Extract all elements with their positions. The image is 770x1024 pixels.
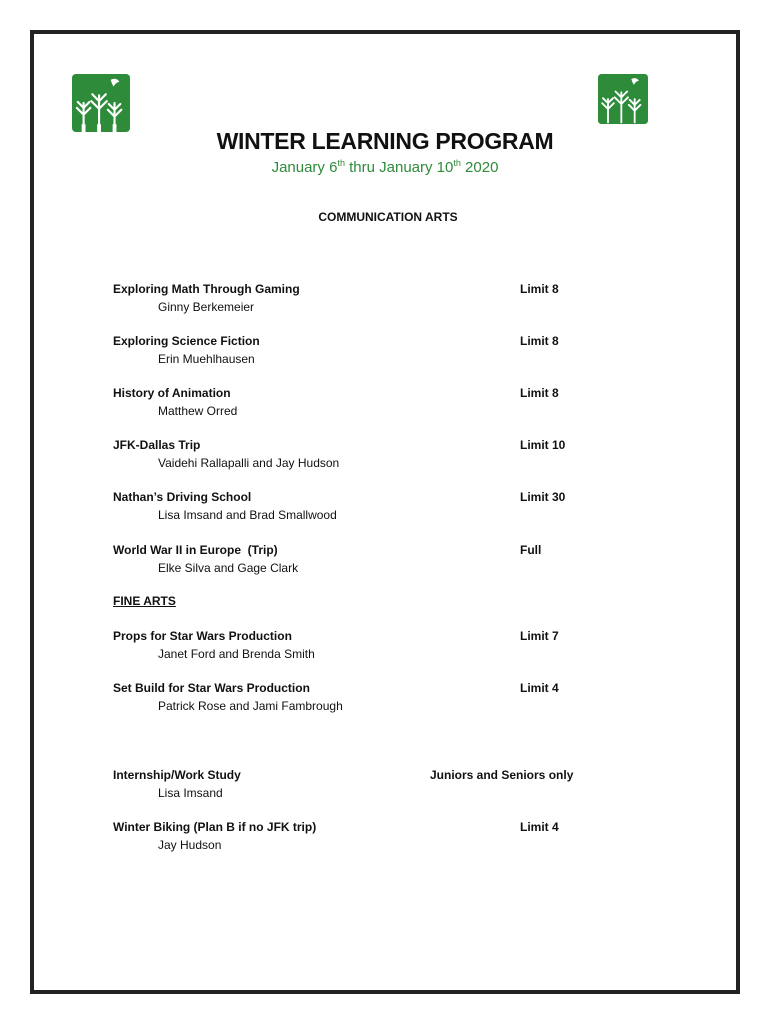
tree-logo-icon xyxy=(72,74,130,132)
course-teacher: Patrick Rose and Jami Fambrough xyxy=(158,699,343,713)
dates-sup-1: th xyxy=(337,158,345,168)
course-title: Nathan’s Driving School xyxy=(113,490,252,504)
program-dates xyxy=(0,158,770,176)
course-limit: Limit 10 xyxy=(520,438,566,452)
page-title: WINTER LEARNING PROGRAM xyxy=(216,128,554,154)
course-row xyxy=(113,490,673,530)
course-teacher: Erin Muehlhausen xyxy=(158,352,255,366)
course-title: Exploring Math Through Gaming xyxy=(113,282,300,296)
course-limit: Limit 30 xyxy=(520,490,566,504)
course-teacher: Elke Silva and Gage Clark xyxy=(158,561,299,575)
course-row xyxy=(113,282,673,322)
dates-start: January 6 xyxy=(271,159,338,176)
course-row xyxy=(113,681,673,721)
course-teacher: Ginny Berkemeier xyxy=(158,300,255,314)
course-title: JFK-Dallas Trip xyxy=(113,438,201,452)
course-teacher: Lisa Imsand and Brad Smallwood xyxy=(158,508,337,522)
dates-sup-2: th xyxy=(453,158,461,168)
course-limit: Limit 4 xyxy=(520,820,559,834)
course-limit: Limit 7 xyxy=(520,629,559,643)
dates-middle: thru January 10 xyxy=(344,159,454,176)
course-title: History of Animation xyxy=(113,386,231,400)
dates-year: 2020 xyxy=(460,159,499,176)
course-title: Props for Star Wars Production xyxy=(113,629,292,643)
course-title: Winter Biking (Plan B if no JFK trip) xyxy=(113,820,317,834)
course-row xyxy=(113,820,673,860)
course-limit: Full xyxy=(520,543,542,557)
course-title: Exploring Science Fiction xyxy=(113,334,260,348)
course-limit: Limit 8 xyxy=(520,282,559,296)
course-row xyxy=(113,543,673,583)
course-row xyxy=(113,386,673,426)
course-row xyxy=(113,629,673,669)
course-teacher: Vaidehi Rallapalli and Jay Hudson xyxy=(158,456,340,470)
course-teacher: Matthew Orred xyxy=(158,404,238,418)
course-teacher: Janet Ford and Brenda Smith xyxy=(158,647,315,661)
tree-logo-icon xyxy=(598,74,648,124)
section-heading-communication-arts: COMMUNICATION ARTS xyxy=(318,210,458,224)
course-title: World War II in Europe (Trip) xyxy=(113,543,278,557)
course-row xyxy=(113,334,673,374)
course-teacher: Lisa Imsand xyxy=(158,786,223,800)
course-limit: Juniors and Seniors only xyxy=(430,768,574,782)
course-title: Set Build for Star Wars Production xyxy=(113,681,310,695)
course-limit: Limit 4 xyxy=(520,681,559,695)
course-row xyxy=(113,438,673,478)
course-limit: Limit 8 xyxy=(520,334,559,348)
section-heading-fine-arts: FINE ARTS xyxy=(113,594,176,608)
course-row xyxy=(113,768,673,808)
course-teacher: Jay Hudson xyxy=(158,838,222,852)
course-title: Internship/Work Study xyxy=(113,768,241,782)
course-limit: Limit 8 xyxy=(520,386,559,400)
